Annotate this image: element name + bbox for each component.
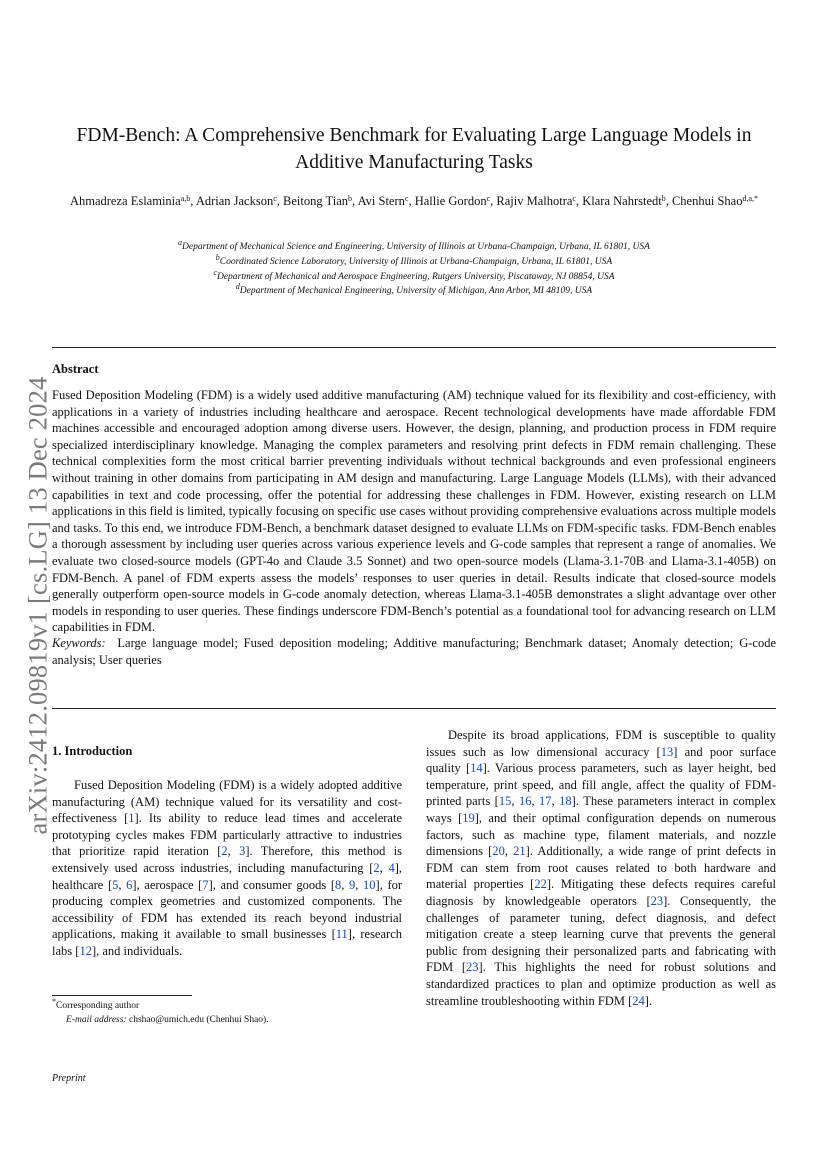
author-name: Klara Nahrstedt — [582, 194, 662, 208]
citation-link[interactable]: 11 — [335, 927, 348, 942]
citation-link[interactable]: 2 — [373, 860, 380, 875]
affiliation-text: Department of Mechanical and Aerospace Engineering, Rutgers University, Piscataway, NJ 08854, USA — [216, 271, 615, 282]
abstract-heading: Abstract — [52, 362, 99, 376]
footnote — [52, 999, 412, 1027]
citation-link[interactable]: 23 — [650, 893, 664, 908]
author-affil-mark: b — [661, 194, 666, 203]
author — [283, 194, 352, 208]
author-affil-mark: c — [273, 194, 277, 203]
affiliation — [52, 267, 776, 285]
author-name: Rajiv Malhotra — [496, 194, 573, 208]
affiliation — [52, 284, 776, 299]
affiliation-list — [52, 240, 776, 299]
citation-link[interactable]: 1 — [128, 811, 135, 826]
author-name: Beitong Tian — [283, 194, 348, 208]
author-name: Ahmadreza Eslaminia — [69, 194, 181, 208]
citation-link[interactable]: 18 — [559, 794, 572, 809]
citation-link[interactable]: 23 — [466, 960, 479, 975]
citation-link[interactable]: 12 — [79, 943, 92, 958]
author-name: Hallie Gordon — [414, 194, 487, 208]
citation-link[interactable]: 17 — [539, 794, 552, 809]
citation-link[interactable]: 9 — [349, 877, 356, 892]
citation-link[interactable]: 22 — [534, 877, 547, 892]
author-affil-mark: d,a,* — [742, 194, 759, 203]
affiliation-text: Department of Mechanical Engineering, University of Michigan, Ann Arbor, MI 48109, USA — [239, 286, 593, 297]
footnote-divider — [52, 995, 192, 996]
intro-left-column — [52, 777, 402, 960]
keywords-text: Large language model; Fused deposition modeling; Additive manufacturing; Benchmark dataset; Anomaly detection; G-code analysis; User queries — [52, 636, 776, 667]
paper-title: FDM-Bench: A Comprehensive Benchmark for Evaluating Large Language Models in Additive Manufacturing Tasks — [76, 125, 752, 173]
footnote-corresponding: Corresponding author — [56, 1001, 140, 1011]
citation-link[interactable]: 5 — [112, 877, 119, 892]
keywords-label: Keywords: — [52, 636, 106, 650]
author — [496, 194, 576, 208]
author-list: Ahmadreza Eslaminia$^{a,b}$, Adrian Jackson$^c$, Beitong Tian$^b$, Avi Stern$^c$, Hallie Gordon$^c$, Rajiv Malhotra$^c$, Klara Nahrstedt$^b$, Chenhui Shao$^{d,a,*}$ — [69, 194, 759, 208]
author — [70, 194, 190, 208]
abstract-divider — [52, 708, 776, 709]
intro-right-column — [426, 727, 776, 1009]
citation-link[interactable]: 20 — [492, 844, 505, 859]
author-affil-mark: c — [404, 194, 409, 203]
author-name: Adrian Jackson — [195, 194, 274, 208]
footer-preprint: Preprint — [52, 1073, 86, 1084]
top-divider — [52, 347, 776, 348]
intro-paragraph-2: Despite its broad applications, FDM is susceptible to quality issues such as low dimensional accuracy [13] and poor surface quality [14]. Various process parameters, such as layer height, bed temperature, print speed, and fill angle, affect the quality of FDM-printed parts [15, 16, 17, 18]. These parameters interact in complex ways [19], and their optimal configuration depends on numerous factors, such as machine type, filament materials, and nozzle dimensions [20, 21]. Additionally, a wide range of print defects in FDM can stem from root causes related to both hardware and material properties [22]. Mitigating these defects requires careful diagnosis by knowledgeable operators [23]. Consequently, the challenges of parameter tuning, defect diagnosis, and defect mitigation create a steep learning curve that prevents the general public from designing their personalized parts and fabricating with FDM [23]. This highlights the need for robust solutions and standardized practices to plan and optimize production as well as streamline troubleshooting within FDM [24]. — [426, 728, 777, 1008]
abstract-text: Fused Deposition Modeling (FDM) is a widely used additive manufacturing (AM) technique valued for its flexibility and cost-efficiency, with applications in a variety of industries including healthcare and aerospace. Recent technological developments have made affordable FDM machines accessible and encouraged adoption among diverse users. However, the design, planning, and production process in FDM require specialized interdisciplinary knowledge. Managing the complex parameters and resolving print defects in FDM remain challenging. These technical complexities form the most critical barrier preventing individuals without technical backgrounds and even professional engineers without training in other domains from participating in AM design and manufacturing. Large Language Models (LLMs), with their advanced capabilities in text and code processing, offer the potential for addressing these challenges in FDM. However, existing research on LLM applications in this field is limited, typically focusing on specific use cases without providing comprehensive evaluations across multiple models and tasks. To this end, we introduce FDM-Bench, a benchmark dataset designed to evaluate LLMs on FDM-specific tasks. FDM-Bench enables a thorough assessment by including user queries across various experience levels and G-code samples that represent a range of anomalies. We evaluate two closed-source models (GPT-4o and Claude 3.5 Sonnet) and two open-source models (Llama-3.1-70B and Llama-3.1-405B) on FDM-Bench. A panel of FDM experts assess the models’ responses to user queries in detail. Results indicate that closed-source models generally outperform open-source models in G-code anomaly detection, whereas Llama-3.1-405B demonstrates a slight advantage over other models in responding to user queries. These findings underscore FDM-Bench’s potential as a foundational tool for advancing research on LLM capabilities in FDM. — [52, 388, 776, 635]
citation-link[interactable]: 19 — [462, 810, 475, 825]
intro-paragraph-1: Fused Deposition Modeling (FDM) is a widely adopted additive manufacturing (AM) technique valued for its versatility and cost-effectiveness [1]. Its ability to reduce lead times and accelerate prototyping cycles makes FDM particularly attractive to industries that prioritize rapid iteration [2, 3]. Therefore, this method is extensively used across industries, including manufacturing [2, 4], healthcare [5, 6], aerospace [7], and consumer goods [8, 9, 10], for producing complex geometries and customized components. The accessibility of FDM has extended its reach beyond industrial applications, making it available to small businesses [11], research labs [12], and individuals. — [52, 778, 403, 958]
footnote-mark: * — [52, 997, 56, 1006]
author-affil-mark: a,b — [180, 194, 191, 203]
author — [415, 194, 490, 208]
affiliation-text: Coordinated Science Laboratory, University of Illinois at Urbana-Champaign, Urbana, IL 61801, USA — [219, 256, 613, 267]
citation-link[interactable]: 4 — [388, 860, 395, 875]
citation-link[interactable]: 16 — [518, 794, 532, 809]
citation-link[interactable]: 24 — [632, 993, 645, 1008]
citation-link[interactable]: 13 — [660, 744, 674, 759]
footnote-email[interactable]: chshao@umich.edu (Chenhui Shao). — [128, 1015, 269, 1025]
citation-link[interactable]: 21 — [513, 844, 526, 859]
affiliation — [52, 240, 776, 255]
affiliation-mark: a — [178, 238, 183, 247]
affiliation — [52, 252, 776, 270]
author-name: Chenhui Shao — [671, 194, 743, 208]
affiliation-mark: b — [215, 252, 220, 262]
citation-link[interactable]: 3 — [239, 844, 246, 859]
author — [196, 194, 277, 208]
author — [582, 194, 665, 208]
arxiv-id: arXiv:2412.09819v1 [cs.LG] 13 Dec 2024 — [22, 375, 53, 835]
author-affil-mark: c — [486, 194, 491, 203]
affiliation-mark: c — [213, 267, 217, 277]
section-heading: 1. Introduction — [52, 744, 133, 758]
citation-link[interactable]: 10 — [363, 877, 376, 892]
keywords-block — [52, 635, 776, 668]
author-name: Avi Stern — [357, 194, 405, 208]
citation-link[interactable]: 8 — [335, 877, 342, 892]
footnote-email-label: E-mail address: — [66, 1015, 127, 1025]
citation-link[interactable]: 2 — [221, 844, 228, 859]
author — [358, 194, 409, 208]
affiliation-mark: d — [235, 282, 240, 292]
citation-link[interactable]: 14 — [470, 761, 483, 776]
affiliation-text: Department of Mechanical Science and Engineering, University of Illinois at Urbana-Champaign, Urbana, IL 61801, USA — [182, 242, 650, 252]
citation-link[interactable]: 6 — [126, 877, 133, 892]
author — [672, 194, 758, 208]
author-affil-mark: b — [348, 194, 352, 203]
citation-link[interactable]: 15 — [498, 794, 512, 809]
citation-link[interactable]: 7 — [202, 877, 209, 892]
author-affil-mark: c — [572, 194, 576, 203]
